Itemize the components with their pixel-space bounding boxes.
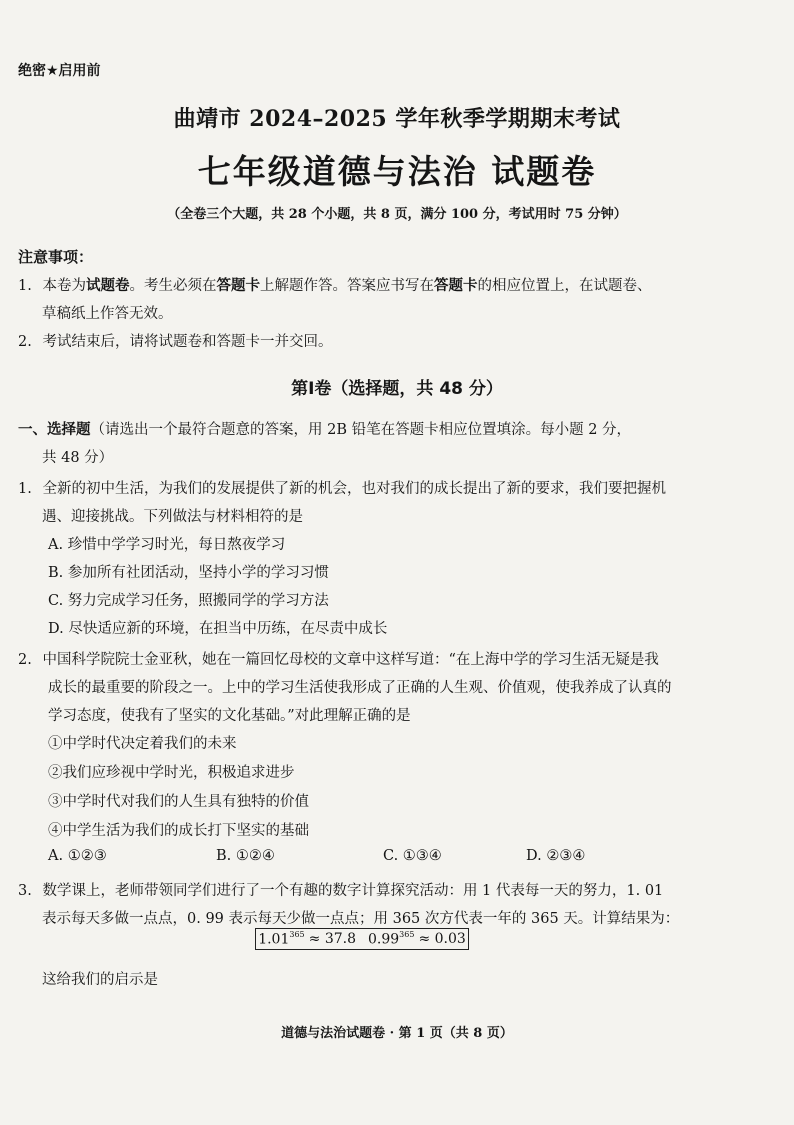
question-2: 2. 中国科学院院士金亚秋，她在一篇回忆母校的文章中这样写道：“在上海中学的学习生活无疑是我 [18,652,659,668]
q2-option-d: D. ②③④ [526,848,586,864]
question-1: 1. 全新的初中生活，为我们的发展提供了新的机会，也对我们的成长提出了新的要求，我们要把握机 [18,481,666,497]
part1-title: 第Ⅰ卷（选择题，共 48 分） [291,379,503,399]
question-1-cont: 遇、迎接挑战。下列做法与材料相符的是 [42,509,303,525]
paper-title: 七年级道德与法治 试题卷 [197,152,597,191]
q2-option-c: C. ①③④ [383,848,442,864]
q1-option-a: A. 珍惜中学学习时光，每日熬夜学习 [48,537,286,553]
q1-option-b: B. 参加所有社团活动，坚持小学的学习习惯 [48,565,329,581]
notes-heading: 注意事项： [18,248,94,266]
question-2-cont-1: 成长的最重要的阶段之一。上中的学习生活使我形成了正确的人生观、价值观，使我养成了认真的 [48,680,672,696]
q1-option-c: C. 努力完成学习任务，照搬同学的学习方法 [48,593,329,609]
exam-info: （全卷三个大题，共 28 个小题，共 8 页，满分 100 分，考试用时 75 分钟） [167,207,627,222]
confidential-label: 绝密★启用前 [18,63,101,79]
note-item-2: 2. 考试结束后，请将试题卷和答题卡一并交回。 [18,334,333,350]
q2-option-b: B. ①②④ [216,848,275,864]
section1-heading: 一、选择题（请选出一个最符合题意的答案，用 2B 铅笔在答题卡相应位置填涂。每小题 2 分， [18,422,632,438]
page-footer: 道德与法治试题卷 · 第 1 页（共 8 页） [281,1026,513,1041]
q1-option-d: D. 尽快适应新的环境，在担当中历练，在尽责中成长 [48,621,388,637]
note-item-1: 1. 本卷为试题卷。考生必须在答题卡上解题作答。答案应书写在答题卡的相应位置上，在试题卷、 [18,278,652,294]
note-item-1-cont: 草稿纸上作答无效。 [42,306,173,322]
q2-statement-3: ③中学时代对我们的人生具有独特的价值 [48,794,309,810]
question-3-cont: 表示每天多做一点点，0. 99 表示每天少做一点点；用 365 次方代表一年的 365 天。计算结果为： [42,911,680,927]
formula-term-1: 1.01$^{365}$ [258,929,305,948]
formula-box [255,928,469,950]
q2-statement-2: ②我们应珍视中学时光，积极追求进步 [48,765,295,781]
section1-heading-cont: 共 48 分） [42,450,114,466]
question-2-cont-2: 学习态度，使我有了坚实的文化基础。”对此理解正确的是 [48,708,411,724]
question-3-prompt: 这给我们的启示是 [42,972,158,988]
formula-result-2: ≈ 0.03 [418,931,466,947]
q2-option-a: A. ①②③ [48,848,107,864]
formula-term-2: 0.99$^{365}$ [368,929,415,948]
q2-statement-1: ①中学时代决定着我们的未来 [48,736,237,752]
q2-statement-4: ④中学生活为我们的成长打下坚实的基础 [48,823,309,839]
question-3: 3. 数学课上，老师带领同学们进行了一个有趣的数字计算探究活动：用 1 代表每一天的努力，1. 01 [18,883,664,899]
exam-title: 曲靖市 2024–2025 学年秋季学期期末考试 [173,106,621,132]
formula-result-1: ≈ 37.8 [308,931,356,947]
